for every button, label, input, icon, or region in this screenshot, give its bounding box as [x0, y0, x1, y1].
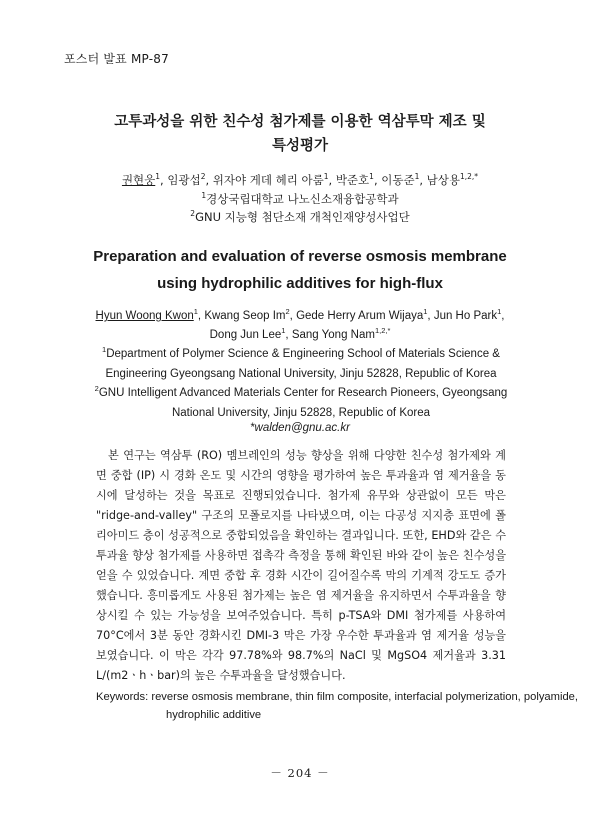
affiliation-sup: 1: [102, 345, 107, 354]
affiliation-sup: 1: [201, 191, 207, 200]
corresponding-email: *walden@gnu.ac.kr: [250, 422, 350, 434]
affiliation-text: 경상국립대학교 나노신소재융합공학과: [206, 192, 399, 206]
english-author: Sang Yong Nam: [291, 329, 375, 341]
author-sup: 2: [285, 307, 290, 316]
korean-author: 이동준: [381, 173, 415, 187]
english-title-line1: Preparation and evaluation of reverse osmosis membrane: [93, 248, 507, 265]
affiliation-sup: 2: [94, 384, 99, 393]
english-author: Kwang Seop Im: [204, 310, 286, 322]
author-sup: 2: [200, 172, 206, 181]
author-sup: 1: [414, 172, 420, 181]
english-author: Hyun Woong Kwon: [95, 310, 194, 322]
english-title-line2: using hydrophilic additives for high-flux: [157, 275, 443, 292]
english-affiliation-1: [85, 345, 517, 384]
author-sup: 1: [155, 172, 161, 181]
korean-affiliation-2: [60, 207, 540, 227]
english-affiliation-2: [85, 384, 517, 423]
korean-author: 박준호: [335, 173, 370, 187]
english-authors: Hyun Woong Kwon$^1$, Kwang Seop Im$^2$, Gede Herry Arum Wijaya$^1$, Jun Ho Park$^1$, Dong Jun Lee$^1$, Sang Yong Nam$^{1,2,*}$: [95, 307, 505, 341]
korean-author: 임광섭: [167, 173, 201, 187]
author-sup: 1,2,*: [374, 326, 391, 335]
author-sup: 1: [281, 326, 286, 335]
affiliation-text: GNU Intelligent Advanced Materials Center for Research Pioneers, Gyeongsang National University, Jinju 52828, Republic of Korea: [98, 387, 508, 419]
english-author: Dong Jun Lee: [209, 329, 282, 341]
affiliation-sup: 2: [190, 209, 196, 218]
keywords: Keywords: reverse osmosis membrane, thin film composite, interfacial polymerization, polyamide, hydrophilic additive: [96, 691, 578, 721]
author-sup: 1: [369, 172, 374, 181]
english-title: [60, 243, 540, 297]
page-number: － 204 －: [270, 766, 330, 780]
affiliation-text: Department of Polymer Science & Engineering School of Materials Science & Engineering Gyeongsang National University, Jinju 52828, Republic of Korea: [105, 348, 500, 380]
korean-authors: 권현웅$^1$, 임광섭$^2$, 위자야 게데 헤리 아룸$^1$, 박준호$^1$, 이동준$^1$, 남상용$^{1,2,*}$: [121, 172, 479, 187]
author-sup: 1: [323, 172, 329, 181]
author-sup: 1: [193, 307, 198, 316]
author-sup: 1: [497, 307, 502, 316]
korean-title: [60, 110, 540, 158]
abstract-body: 본 연구는 역삼투 (RO) 멤브레인의 성능 향상을 위해 다양한 친수성 첨가제와 계면 중합 (IP) 시 경화 온도 및 시간의 영향을 평가하여 높은 투과율과 염 제거율을 동시에 달성하는 것을 목표로 진행되었습니다. 첨가제 유무와 상관없이 모든 막은 "ridge-and-valley" 구조의 모폴로지를 나타냈으며, 이는 다공성 지지층 표면에 폴리아미드 층이 성공적으로 중합되었음을 확인하는 결과입니다. 또한, EHD와 같은 수투과율 향상 첨가제를 사용하면 접촉각 측정을 통해 확인된 바와 같이 높은 친수성을 얻을 수 있었습니다. 계면 중합 후 경화 시간이 길어질수록 막의 기계적 강도도 증가했습니다. 흥미롭게도 사용된 첨가제는 높은 염 제거율을 유지하면서 수투과율을 향상시킬 수 있는 가능성을 보여주었습니다. 특히 p-TSA와 DMI 첨가제를 사용하여 70°C에서 3분 동안 경화시킨 DMI-3 막은 가장 우수한 투과율과 염 제거율 성능을 보였습니다. 이 막은 각각 97.78%와 98.7%의 NaCl 및 MgSO4 제거율과 3.31 L/(m2ㆍhㆍbar)의 높은 수투과율을 달성했습니다.: [96, 449, 506, 682]
english-author: Gede Herry Arum Wijaya: [296, 310, 424, 322]
affiliation-text: GNU 지능형 첨단소재 개척인재양성사업단: [195, 210, 410, 224]
korean-author: 권현웅: [121, 173, 156, 187]
author-sup: 1: [423, 307, 428, 316]
session-label: 포스터 발표 MP-87: [64, 52, 169, 66]
korean-author: 위자야 게데 헤리 아룸: [212, 173, 324, 187]
korean-author: 남상용: [426, 173, 460, 187]
korean-title-line1: 고투과성을 위한 친수성 첨가제를 이용한 역삼투막 제조 및: [114, 114, 486, 130]
author-sup: 1,2,*: [460, 172, 479, 181]
english-author: Jun Ho Park: [433, 310, 498, 322]
korean-affiliation-1: [60, 189, 540, 209]
korean-title-line2: 특성평가: [271, 138, 329, 154]
